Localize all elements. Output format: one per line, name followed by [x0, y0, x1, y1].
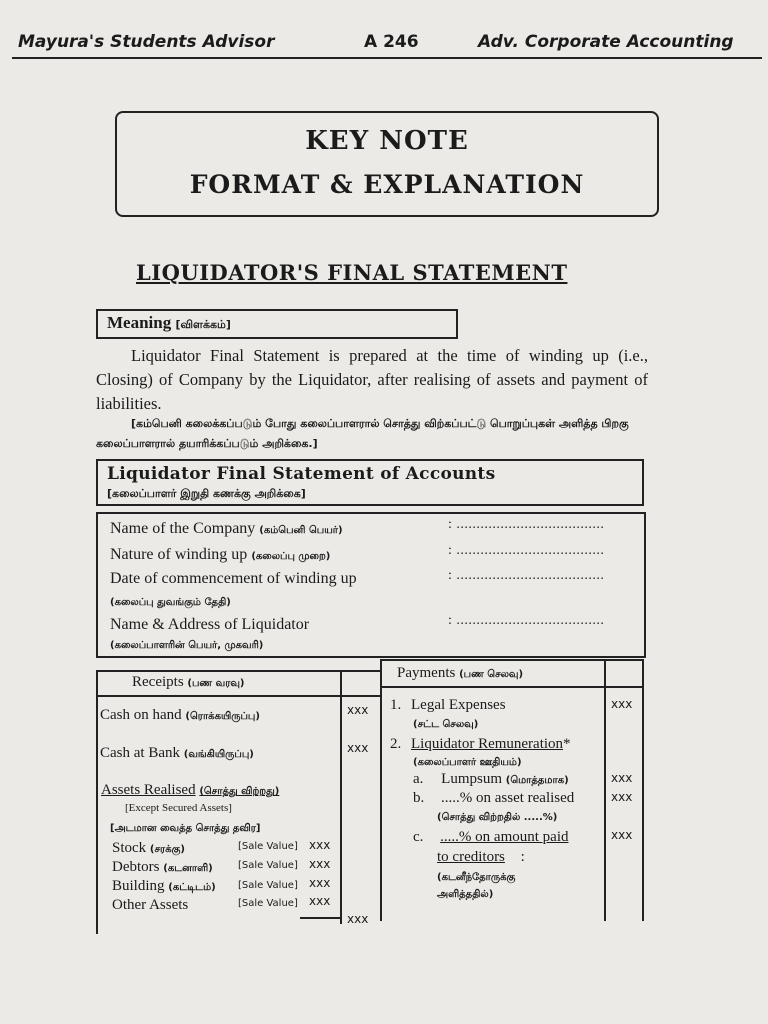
table-center-divider [380, 659, 382, 921]
keynote-subheading: FORMAT & EXPLANATION [189, 170, 585, 199]
table-payment-amount-divider [604, 659, 606, 921]
page-title: LIQUIDATOR'S FINAL STATEMENT [136, 260, 568, 285]
payment-remuneration-tamil: (கலைப்பாளர் ஊதியம்) [413, 757, 522, 768]
other-assets-sale-value: [Sale Value] [238, 898, 298, 909]
header-book-title: Mayura's Students Advisor [18, 32, 275, 52]
cash-at-bank-text: Cash at Bank [100, 745, 180, 761]
debtors-row [112, 859, 213, 876]
keynote-heading: KEY NOTE [305, 126, 469, 156]
cash-at-bank [100, 745, 254, 762]
company-name-blank: : ..................................... [448, 517, 605, 532]
receipts-header-text: Receipts [132, 674, 184, 690]
nature-label [110, 546, 330, 564]
creditors-percent-text: .....% on amount paid [440, 829, 569, 845]
lumpsum-amount: xxx [611, 771, 633, 785]
cash-on-hand-tamil: (ரொக்கயிருப்பு) [185, 711, 260, 722]
cash-on-hand-amount: xxx [347, 703, 369, 717]
remuneration-asset-percent [413, 790, 574, 807]
payments-header-tamil: (பண செலவு) [459, 669, 524, 680]
company-name-label [110, 520, 343, 538]
stock-text: Stock [112, 840, 147, 856]
stock-amount: xxx [309, 838, 331, 852]
header-page-number: A 246 [364, 32, 419, 52]
creditors-percent-line2 [437, 849, 525, 866]
liquidator-tamil: (கலைப்பாளரின் பெயர், முகவரி) [110, 640, 264, 651]
debtors-text: Debtors [112, 859, 160, 875]
creditors-percent-text-2: to creditors [437, 849, 505, 865]
creditors-percent-letter: c. [413, 829, 424, 845]
debtors-amount: xxx [309, 857, 331, 871]
liquidator-label: Name & Address of Liquidator [110, 616, 310, 633]
cash-on-hand [100, 707, 260, 724]
company-name-tamil: (கம்பெனி பெயர்) [259, 525, 343, 536]
stock-tamil: (சரக்கு) [149, 844, 185, 855]
nature-tamil: (கலைப்பு முறை) [251, 551, 331, 562]
stock-sale-value: [Sale Value] [238, 841, 298, 852]
liquidator-blank: : ..................................... [448, 613, 605, 628]
company-name-text: Name of the Company [110, 520, 256, 537]
header-subject: Adv. Corporate Accounting [478, 32, 734, 52]
table-receipt-amount-divider [340, 670, 342, 924]
debtors-tamil: (கடனாளி) [163, 863, 213, 874]
payment-remuneration-number: 2. [390, 736, 402, 752]
other-assets-row: Other Assets [112, 897, 189, 913]
nature-text: Nature of winding up [110, 546, 248, 563]
assets-realised-text: Assets Realised [101, 782, 196, 798]
cash-on-hand-text: Cash on hand [100, 707, 182, 723]
payment-remuneration-star: * [563, 736, 571, 752]
payment-liquidator-remuneration [390, 736, 571, 753]
except-secured-tamil: [அடமான வைத்த சொத்து தவிர] [110, 823, 261, 834]
creditors-percent-amount: xxx [611, 828, 633, 842]
creditors-percent-colon: : [520, 849, 525, 865]
assets-realised-tamil: (சொத்து விற்றது) [199, 786, 280, 797]
statement-title: Liquidator Final Statement of Accounts [107, 464, 496, 484]
meaning-label-tamil: [விளக்கம்] [175, 318, 231, 331]
payment-legal-tamil: (சட்ட செலவு) [413, 719, 479, 730]
stock-row [112, 840, 185, 857]
nature-blank: : ..................................... [448, 543, 605, 558]
cash-at-bank-tamil: (வங்கியிருப்பு) [183, 749, 254, 760]
meaning-label-text: Meaning [107, 313, 172, 332]
assets-total-amount: xxx [347, 912, 369, 926]
payment-remuneration-text: Liquidator Remuneration [411, 736, 564, 752]
receipts-header [132, 674, 245, 691]
remuneration-creditors-percent [413, 829, 569, 846]
assets-subtotal-rule [300, 917, 340, 919]
payment-legal-expenses [390, 697, 506, 714]
payments-header [397, 665, 523, 682]
payment-legal-text: Legal Expenses [411, 697, 506, 713]
payment-legal-number: 1. [390, 697, 402, 713]
except-secured-note: [Except Secured Assets] [125, 802, 232, 814]
lumpsum-text: Lumpsum [441, 771, 503, 787]
asset-percent-amount: xxx [611, 790, 633, 804]
payment-legal-amount: xxx [611, 697, 633, 711]
assets-realised [101, 782, 279, 799]
creditors-percent-tamil-1: (கடனீந்தோருக்கு [437, 872, 516, 883]
table-right-border [642, 659, 644, 921]
debtors-sale-value: [Sale Value] [238, 860, 298, 871]
asset-percent-tamil: (சொத்து விற்றதில் .....%) [437, 812, 558, 823]
commencement-label: Date of commencement of winding up [110, 570, 357, 587]
building-text: Building [112, 878, 165, 894]
other-assets-amount: xxx [309, 894, 331, 908]
table-left-border [96, 670, 98, 934]
remuneration-lumpsum [413, 771, 569, 788]
receipts-header-tamil: (பண வரவு) [187, 678, 245, 689]
asset-percent-letter: b. [413, 790, 425, 806]
meaning-paragraph: Liquidator Final Statement is prepared at the time of winding up (i.e., Closing) of Company by the Liquidator, after realising of assets and payment of liabilities. [96, 346, 648, 413]
header-rule [12, 57, 762, 59]
cash-at-bank-amount: xxx [347, 741, 369, 755]
building-row [112, 878, 216, 895]
statement-title-tamil: [கலைப்பாளர் இறுதி கணக்கு அறிக்கை] [107, 487, 306, 500]
meaning-tamil-paragraph: [கம்பெனி கலைக்கப்படும் போது கலைப்பாளரால் சொத்து விற்கப்பட்டு பொறுப்புகள் அளித்த பிறகு கலைப்பாளரால் தயாரிக்கப்படும் அறிக்கை.] [96, 417, 629, 450]
building-amount: xxx [309, 876, 331, 890]
creditors-percent-tamil-2: அளித்ததில்) [437, 889, 494, 900]
commencement-tamil: (கலைப்பு துவங்கும் தேதி) [110, 597, 231, 608]
lumpsum-letter: a. [413, 771, 424, 787]
lumpsum-tamil: (மொத்தமாக) [505, 775, 569, 786]
building-tamil: (கட்டிடம்) [168, 882, 216, 893]
building-sale-value: [Sale Value] [238, 880, 298, 891]
commencement-blank: : ..................................... [448, 568, 605, 583]
meaning-label [107, 313, 231, 333]
payments-header-text: Payments [397, 665, 456, 681]
asset-percent-text: .....% on asset realised [441, 790, 575, 806]
